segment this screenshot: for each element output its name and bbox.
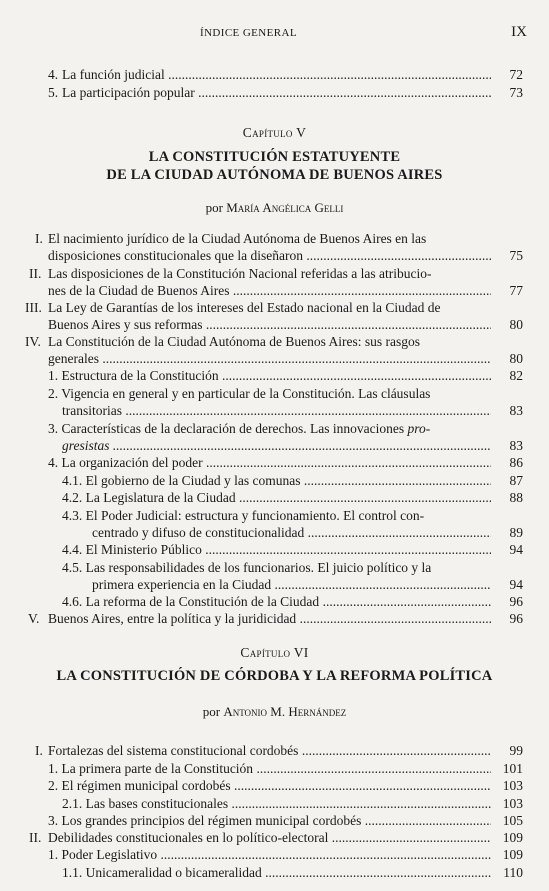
toc-entry[interactable]: Buenos Aires y sus reformas ..... 80	[0, 316, 549, 333]
toc-entry[interactable]: 1. Poder Legislativo ..... 109	[0, 846, 549, 863]
toc-entry[interactable]: primera experiencia en la Ciudad ..... 94	[0, 576, 549, 593]
section-number: IV.	[25, 334, 41, 349]
toc-entry[interactable]: 1. Estructura de la Constitución ..... 82	[0, 367, 549, 384]
page-number: IX	[511, 24, 527, 40]
toc-entry[interactable]: 4.2. La Legislatura de la Ciudad ..... 88	[0, 489, 549, 506]
toc-entry-line[interactable]: 3. Características de la declaración de derechos. Las innovaciones pro-	[48, 421, 431, 436]
toc-entry[interactable]: 4.4. El Ministerio Público ..... 94	[0, 541, 549, 558]
toc-entry[interactable]: V. Buenos Aires, entre la política y la juridicidad ..... 96	[0, 610, 549, 627]
toc-entry[interactable]: 4.6. La reforma de la Constitución de la Ciudad ..... 96	[0, 593, 549, 610]
chapter-title: LA CONSTITUCIÓN ESTATUYENTE	[148, 149, 401, 165]
toc-entry[interactable]: 1.1. Unicameralidad o bicameralidad ..... 110	[0, 864, 549, 881]
toc-entry[interactable]: I. Fortalezas del sistema constitucional cordobés ..... 99	[0, 742, 549, 759]
toc-entry[interactable]: nes de la Ciudad de Buenos Aires ..... 77	[0, 282, 549, 299]
section-number: I.	[35, 231, 43, 246]
toc-entry-line[interactable]: 4.3. El Poder Judicial: estructura y funcionamiento. El control con-	[62, 508, 425, 523]
toc-entry[interactable]: disposiciones constitucionales que la diseñaron ..... 75	[0, 247, 549, 264]
toc-entry[interactable]: II. Debilidades constitucionales en lo político-electoral ..... 109	[0, 829, 549, 846]
toc-entry-line[interactable]: 4.5. Las responsabilidades de los funcionarios. El juicio político y la	[62, 560, 432, 575]
toc-entry[interactable]: 2. El régimen municipal cordobés ..... 103	[0, 777, 549, 794]
toc-entry-line[interactable]: El nacimiento jurídico de la Ciudad Autónoma de Buenos Aires en las	[48, 231, 427, 246]
chapter-author: por Antonio M. Hernández	[202, 704, 347, 719]
toc-entry[interactable]: 3. Los grandes principios del régimen municipal cordobés ..... 105	[0, 812, 549, 829]
toc-entry-line[interactable]: 2. Vigencia en general y en particular de la Constitución. Las cláusulas	[48, 386, 431, 401]
toc-entry[interactable]: 1. La primera parte de la Constitución ..... 101	[0, 760, 549, 777]
section-number: II.	[29, 266, 42, 281]
chapter-title: LA CONSTITUCIÓN DE CÓRDOBA Y LA REFORMA POLÍTICA	[56, 668, 493, 684]
chapter-author: por María Angélica Gelli	[205, 200, 344, 215]
section-number: III.	[25, 300, 42, 315]
toc-entry[interactable]: 4.1. El gobierno de la Ciudad y las comunas ..... 87	[0, 472, 549, 489]
toc-entry[interactable]: 2.1. Las bases constitucionales ..... 103	[0, 795, 549, 812]
chapter-label: Capítulo VI	[240, 645, 309, 660]
toc-entry[interactable]: 4. La organización del poder ..... 86	[0, 454, 549, 471]
running-header	[0, 26, 549, 42]
toc-entry[interactable]: generales ..... 80	[0, 350, 549, 367]
toc-entry[interactable]: 4. La función judicial ..... 72	[0, 66, 549, 83]
toc-entry[interactable]: gresistas ..... 83	[0, 437, 549, 454]
toc-entry-line[interactable]: Las disposiciones de la Constitución Nacional referidas a las atribucio-	[48, 266, 432, 281]
chapter-label: Capítulo V	[242, 125, 307, 140]
toc-entry-line[interactable]: La Constitución de la Ciudad Autónoma de Buenos Aires: sus rasgos	[48, 334, 420, 349]
running-title: ÍNDICE GENERAL	[200, 27, 297, 39]
toc-entry-line[interactable]: La Ley de Garantías de los intereses del Estado nacional en la Ciudad de	[48, 300, 441, 315]
toc-entry[interactable]: centrado y difuso de constitucionalidad ..... 89	[0, 524, 549, 541]
chapter-title: DE LA CIUDAD AUTÓNOMA DE BUENOS AIRES	[106, 167, 443, 183]
toc-entry[interactable]: transitorias ..... 83	[0, 402, 549, 419]
toc-entry[interactable]: 5. La participación popular ..... 73	[0, 84, 549, 101]
